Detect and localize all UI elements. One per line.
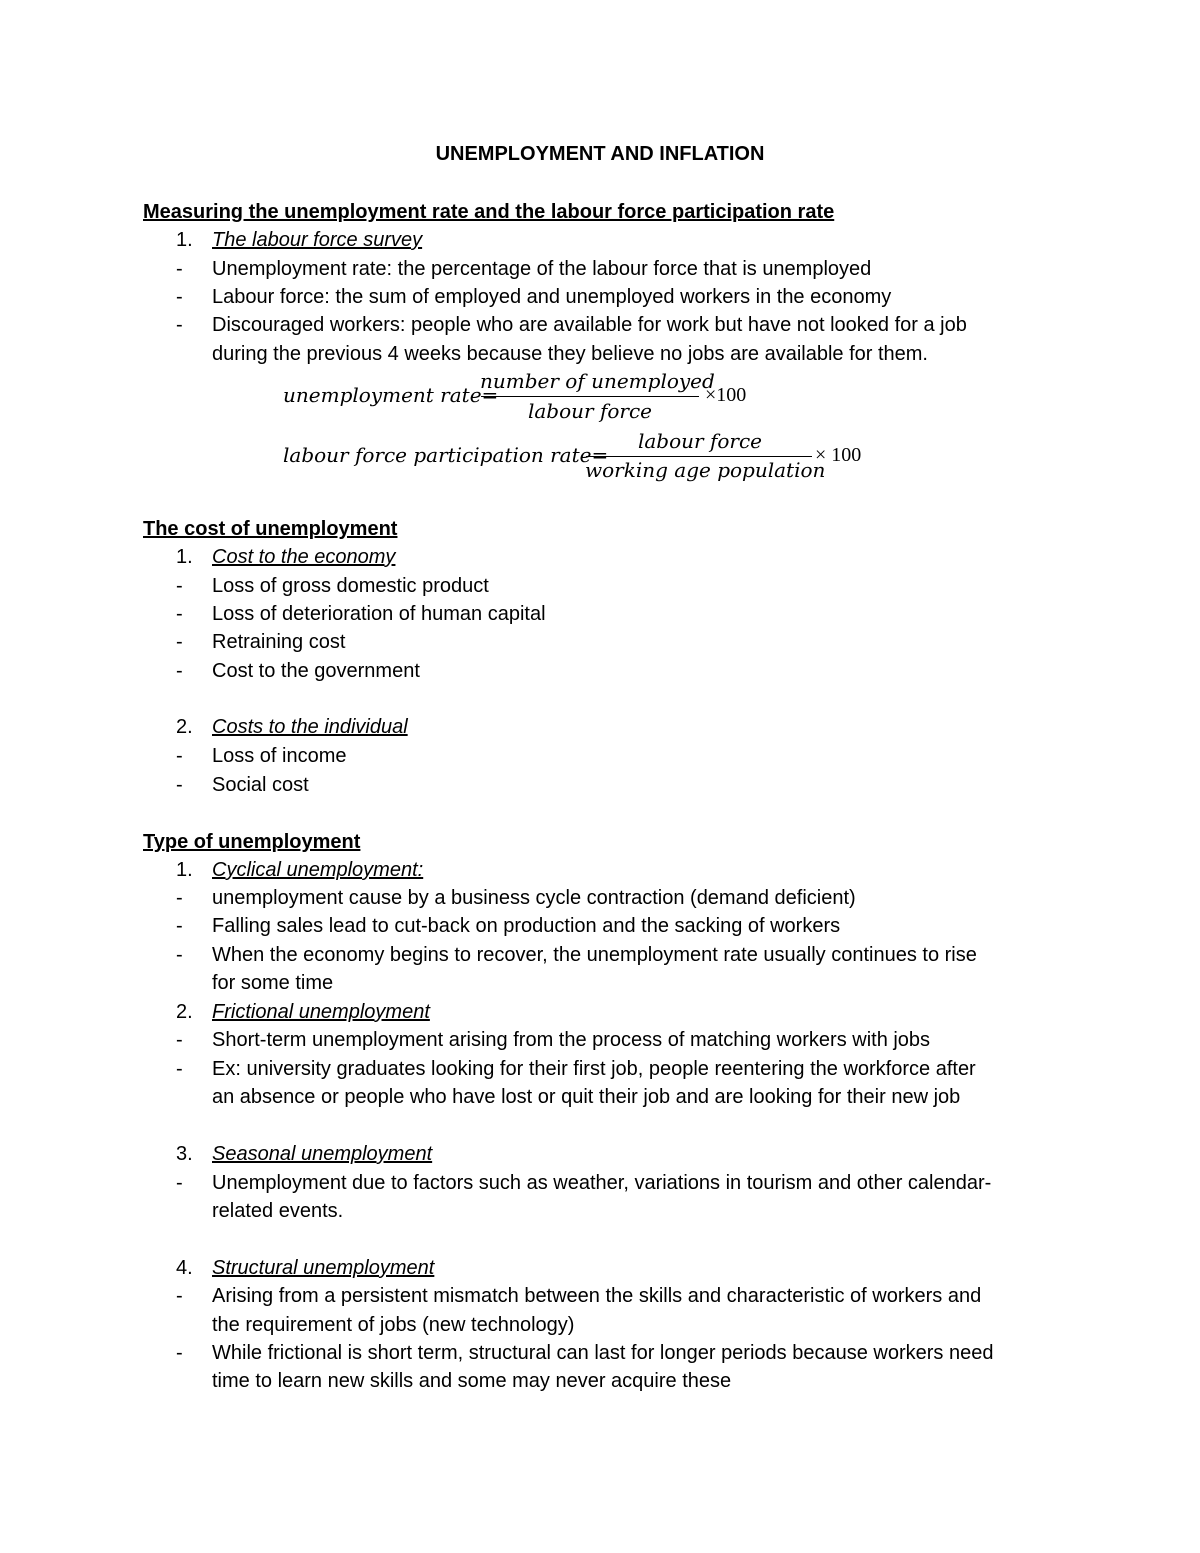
formula-numerator: labour force (637, 429, 762, 453)
bullet-dash: - (176, 944, 183, 966)
bullet-dash: - (176, 258, 183, 280)
list-item: Loss of gross domestic product (212, 575, 489, 597)
bullet-dash: - (176, 915, 183, 937)
list-item: When the economy begins to recover, the unemployment rate usually continues to rise (212, 944, 977, 966)
list-item: Short-term unemployment arising from the process of matching workers with jobs (212, 1029, 931, 1051)
subheading-cyclical: Cyclical unemployment: (212, 859, 424, 881)
list-item: Loss of deterioration of human capital (212, 603, 546, 625)
page-title: UNEMPLOYMENT AND INFLATION (435, 143, 765, 165)
formula-denominator: working age population (585, 458, 826, 482)
list-item: Unemployment due to factors such as weather, variations in tourism and other calendar- (212, 1172, 992, 1194)
list-item: Retraining cost (212, 631, 346, 653)
list-number: 3. (176, 1143, 193, 1165)
list-item-continuation: an absence or people who have lost or quit their job and are looking for their new job (212, 1086, 961, 1108)
list-number: 1. (176, 859, 193, 881)
list-item: Unemployment rate: the percentage of the labour force that is unemployed (212, 258, 872, 280)
list-item: Falling sales lead to cut-back on production and the sacking of workers (212, 915, 841, 937)
formula-multiplier: ×100 (705, 384, 747, 406)
list-item: Discouraged workers: people who are available for work but have not looked for a job (212, 314, 967, 336)
bullet-dash: - (176, 575, 183, 597)
formula-numerator: number of unemployed (480, 369, 715, 393)
bullet-dash: - (176, 660, 183, 682)
section-heading-measuring: Measuring the unemployment rate and the labour force participation rate (143, 201, 835, 223)
bullet-dash: - (176, 1285, 183, 1307)
list-item: Loss of income (212, 745, 347, 767)
list-item-continuation: the requirement of jobs (new technology) (212, 1314, 575, 1336)
list-item: Labour force: the sum of employed and unemployed workers in the economy (212, 286, 892, 308)
subheading-seasonal: Seasonal unemployment (212, 1143, 433, 1165)
fraction-bar (481, 396, 699, 397)
list-number: 2. (176, 716, 193, 738)
bullet-dash: - (176, 1029, 183, 1051)
list-number: 2. (176, 1001, 193, 1023)
list-item-continuation: for some time (212, 972, 334, 994)
bullet-dash: - (176, 1058, 183, 1080)
list-number: 4. (176, 1257, 193, 1279)
section-heading-types: Type of unemployment (143, 831, 361, 853)
subheading-frictional: Frictional unemployment (212, 1001, 430, 1023)
bullet-dash: - (176, 1172, 183, 1194)
bullet-dash: - (176, 314, 183, 336)
bullet-dash: - (176, 631, 183, 653)
subheading-costs-to-individual: Costs to the individual (212, 716, 408, 738)
subheading-labour-force-survey: The labour force survey (212, 229, 423, 251)
bullet-dash: - (176, 1342, 183, 1364)
bullet-dash: - (176, 286, 183, 308)
list-item-continuation: time to learn new skills and some may never acquire these (212, 1370, 732, 1392)
list-item: While frictional is short term, structural can last for longer periods because workers need (212, 1342, 994, 1364)
list-number: 1. (176, 546, 193, 568)
bullet-dash: - (176, 887, 183, 909)
section-heading-cost: The cost of unemployment (143, 518, 398, 540)
bullet-dash: - (176, 603, 183, 625)
fraction-bar (586, 456, 812, 457)
formula-lhs: unemployment rate= (283, 383, 499, 407)
list-item: unemployment cause by a business cycle contraction (demand deficient) (212, 887, 856, 909)
formula-multiplier: × 100 (815, 444, 862, 466)
list-item: Social cost (212, 774, 309, 796)
list-number: 1. (176, 229, 193, 251)
subheading-cost-to-economy: Cost to the economy (212, 546, 396, 568)
formula-denominator: labour force (527, 399, 652, 423)
list-item-continuation: during the previous 4 weeks because they believe no jobs are available for them. (212, 343, 928, 365)
bullet-dash: - (176, 774, 183, 796)
subheading-structural: Structural unemployment (212, 1257, 435, 1279)
list-item: Arising from a persistent mismatch between the skills and characteristic of workers and (212, 1285, 982, 1307)
list-item: Ex: university graduates looking for their first job, people reentering the workforce after (212, 1058, 976, 1080)
bullet-dash: - (176, 745, 183, 767)
formula-lhs: labour force participation rate= (283, 443, 609, 467)
list-item: Cost to the government (212, 660, 420, 682)
list-item-continuation: related events. (212, 1200, 344, 1222)
